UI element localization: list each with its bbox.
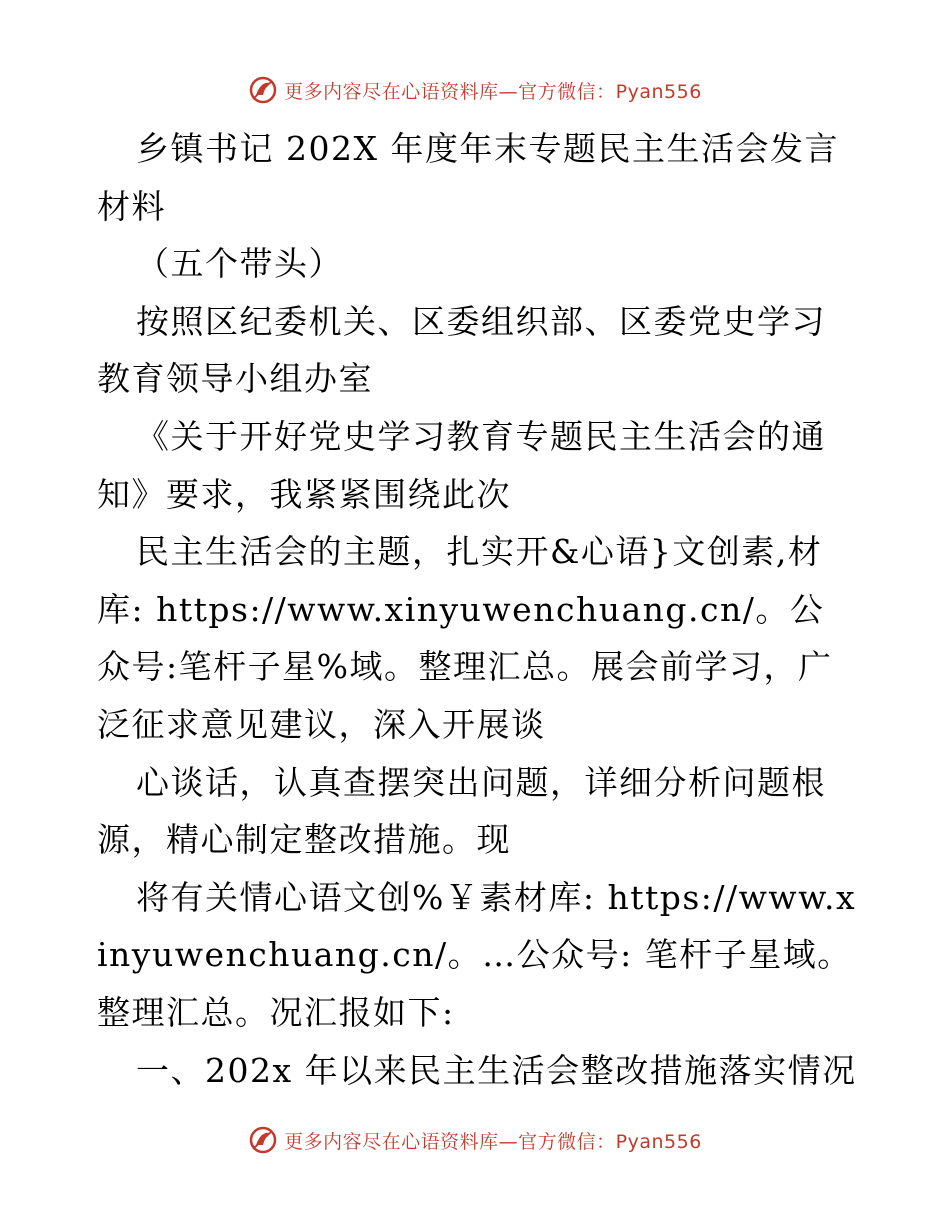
paragraph: 心谈话，认真查摆突出问题，详细分析问题根源，精心制定整改措施。现 — [97, 762, 826, 860]
banner-text — [284, 1127, 702, 1154]
banner-slogan: 更多内容尽在心语资料库—官方微信： — [284, 1130, 616, 1153]
header-watermark-banner — [0, 72, 950, 108]
paragraph: 《关于开好党史学习教育专题民主生活会的通知》要求，我紧紧围绕此次 — [97, 416, 826, 514]
banner-slogan: 更多内容尽在心语资料库—官方微信： — [284, 80, 616, 103]
section-heading: 一、202x 年以来民主生活会整改措施落实情况 — [136, 1050, 857, 1090]
logo-icon — [248, 75, 278, 105]
banner-handle: Pyan556 — [615, 80, 702, 103]
document-title: 乡镇书记 202X 年度年末专题民主生活会发言材料 — [97, 129, 839, 226]
document-subtitle: （五个带头） — [136, 244, 343, 284]
banner-handle: Pyan556 — [615, 1130, 702, 1153]
paragraph: 将有关情心语文创%￥素材库: https://www.xinyuwenchuang.cn/。…公众号: 笔杆子星域。整理汇总。况汇报如下: — [97, 877, 857, 1032]
document-body — [97, 120, 857, 1099]
logo-icon — [248, 1125, 278, 1155]
paragraph: 民主生活会的主题，扎实开&心语}文创素,材库: https://www.xinyuwenchuang.cn/。公众号:笔杆子星%域。整理汇总。展会前学习，广泛征求意见建议，深入开展谈 — [97, 532, 833, 744]
banner-text — [284, 77, 702, 104]
footer-watermark-banner — [0, 1122, 950, 1158]
paragraph: 按照区纪委机关、区委组织部、区委党史学习教育领导小组办室 — [97, 301, 826, 399]
